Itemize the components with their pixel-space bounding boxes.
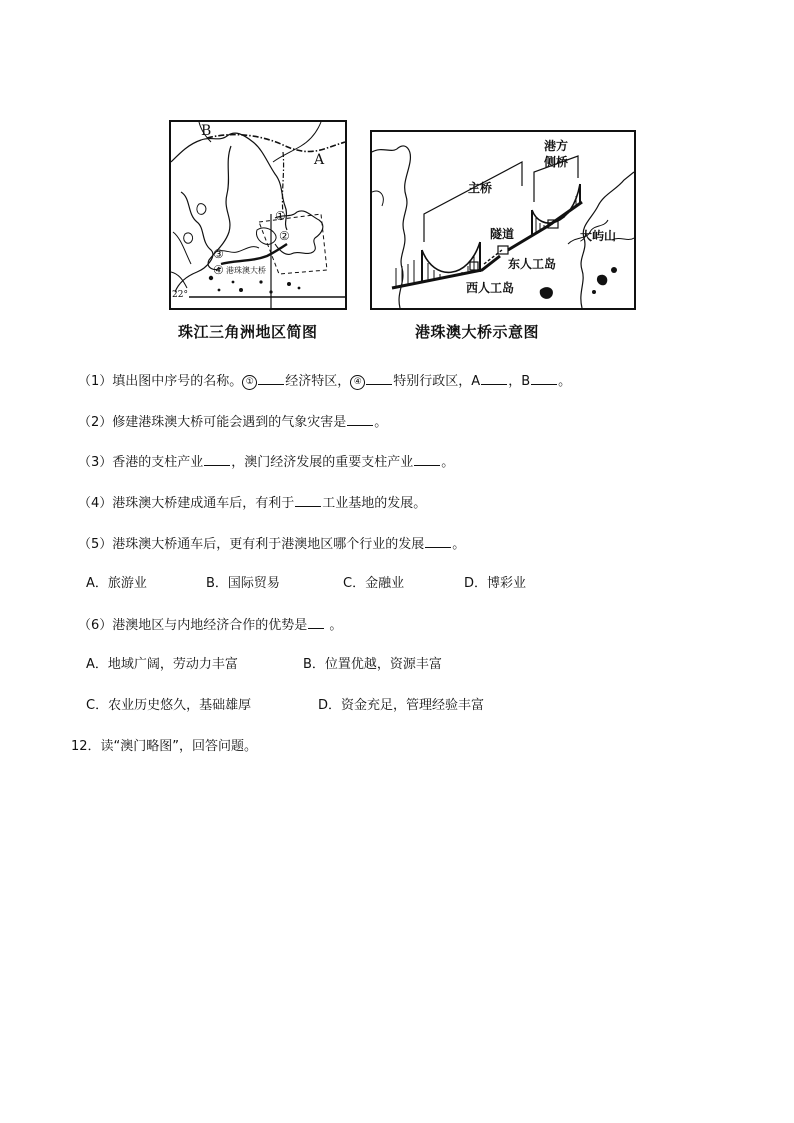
q1-text-c: 特别行政区，A	[393, 374, 481, 389]
q6-option-d[interactable]: D．资金充足，管理经验丰富	[318, 698, 485, 713]
q5-option-a[interactable]: A．旅游业	[86, 576, 147, 591]
q6-option-c[interactable]: C．农业历史悠久，基础雄厚	[86, 698, 252, 713]
q5-end: 。	[452, 537, 466, 552]
label-bridge: 港珠澳大桥	[226, 266, 266, 275]
q1-circle-4: ④	[350, 375, 365, 390]
q2-blank	[347, 413, 373, 426]
question-1	[78, 372, 571, 391]
q2-text-b: 。	[374, 415, 388, 430]
question-2	[78, 413, 387, 432]
q1-blank-b	[531, 372, 557, 385]
question-3	[78, 453, 454, 472]
label-b: B	[201, 123, 212, 139]
pearl-river-delta-map	[169, 120, 347, 310]
q4-text-a: （4）港珠澳大桥建成通车后，有利于	[78, 496, 295, 511]
q3-text-a: （3）香港的支柱产业	[78, 455, 204, 470]
q6-end: 。	[325, 618, 343, 633]
label-main-bridge: 主桥	[468, 181, 493, 195]
q3-blank-2	[414, 453, 440, 466]
label-east-island: 东人工岛	[508, 257, 557, 271]
question-12: 12．读“澳门略图”，回答问题。	[71, 739, 258, 754]
q3-text-c: 。	[441, 455, 455, 470]
q6-option-b[interactable]: B．位置优越，资源丰富	[303, 657, 442, 672]
label-num-2: ②	[279, 229, 290, 243]
label-tunnel: 隧道	[490, 227, 515, 241]
q4-blank	[295, 494, 321, 507]
q3-blank-1	[204, 453, 230, 466]
q1-text-a: （1）填出图中序号的名称。	[78, 374, 243, 389]
label-num-1: ①	[275, 209, 286, 223]
question-4	[78, 494, 426, 513]
q3-text-b: ，澳门经济发展的重要支柱产业	[231, 455, 414, 470]
question-6	[78, 616, 342, 635]
q5-option-b[interactable]: B．国际贸易	[206, 576, 280, 591]
q2-text-a: （2）修建港珠澳大桥可能会遇到的气象灾害是	[78, 415, 347, 430]
label-latitude: 22°	[172, 290, 188, 300]
label-west-island: 西人工岛	[466, 281, 515, 295]
q1-text-d: ，B	[508, 374, 531, 389]
q1-text-e: 。	[558, 374, 572, 389]
q1-blank-a	[481, 372, 507, 385]
label-num-4: ④	[213, 263, 224, 277]
q5-text: （5）港珠澳大桥通车后，更有利于港澳地区哪个行业的发展	[78, 537, 425, 552]
q1-blank-4	[366, 372, 392, 385]
q6-option-a[interactable]: A．地域广阔，劳动力丰富	[86, 657, 238, 672]
question-5	[78, 535, 465, 554]
label-side-bridge-1: 港方	[544, 139, 569, 153]
map2-caption: 港珠澳大桥示意图	[415, 323, 540, 341]
q1-circle-1: ①	[242, 375, 257, 390]
map1-caption: 珠江三角洲地区简图	[178, 323, 318, 341]
q5-option-c[interactable]: C．金融业	[343, 576, 405, 591]
label-num-3: ③	[213, 247, 224, 261]
q5-blank	[425, 535, 451, 548]
label-dayushan: 大屿山	[580, 229, 617, 243]
q1-blank-1	[258, 372, 284, 385]
q1-text-b: 经济特区，	[285, 374, 351, 389]
q6-text: （6）港澳地区与内地经济合作的优势是	[78, 618, 308, 633]
q4-text-b: 工业基地的发展。	[322, 496, 427, 511]
hzmb-schematic-map	[370, 130, 636, 310]
pearl-river-delta-map-drawing	[171, 122, 345, 308]
q5-option-d[interactable]: D．博彩业	[464, 576, 527, 591]
label-a: A	[314, 152, 325, 168]
q6-blank	[308, 616, 324, 629]
label-side-bridge-2: 侧桥	[544, 155, 569, 169]
